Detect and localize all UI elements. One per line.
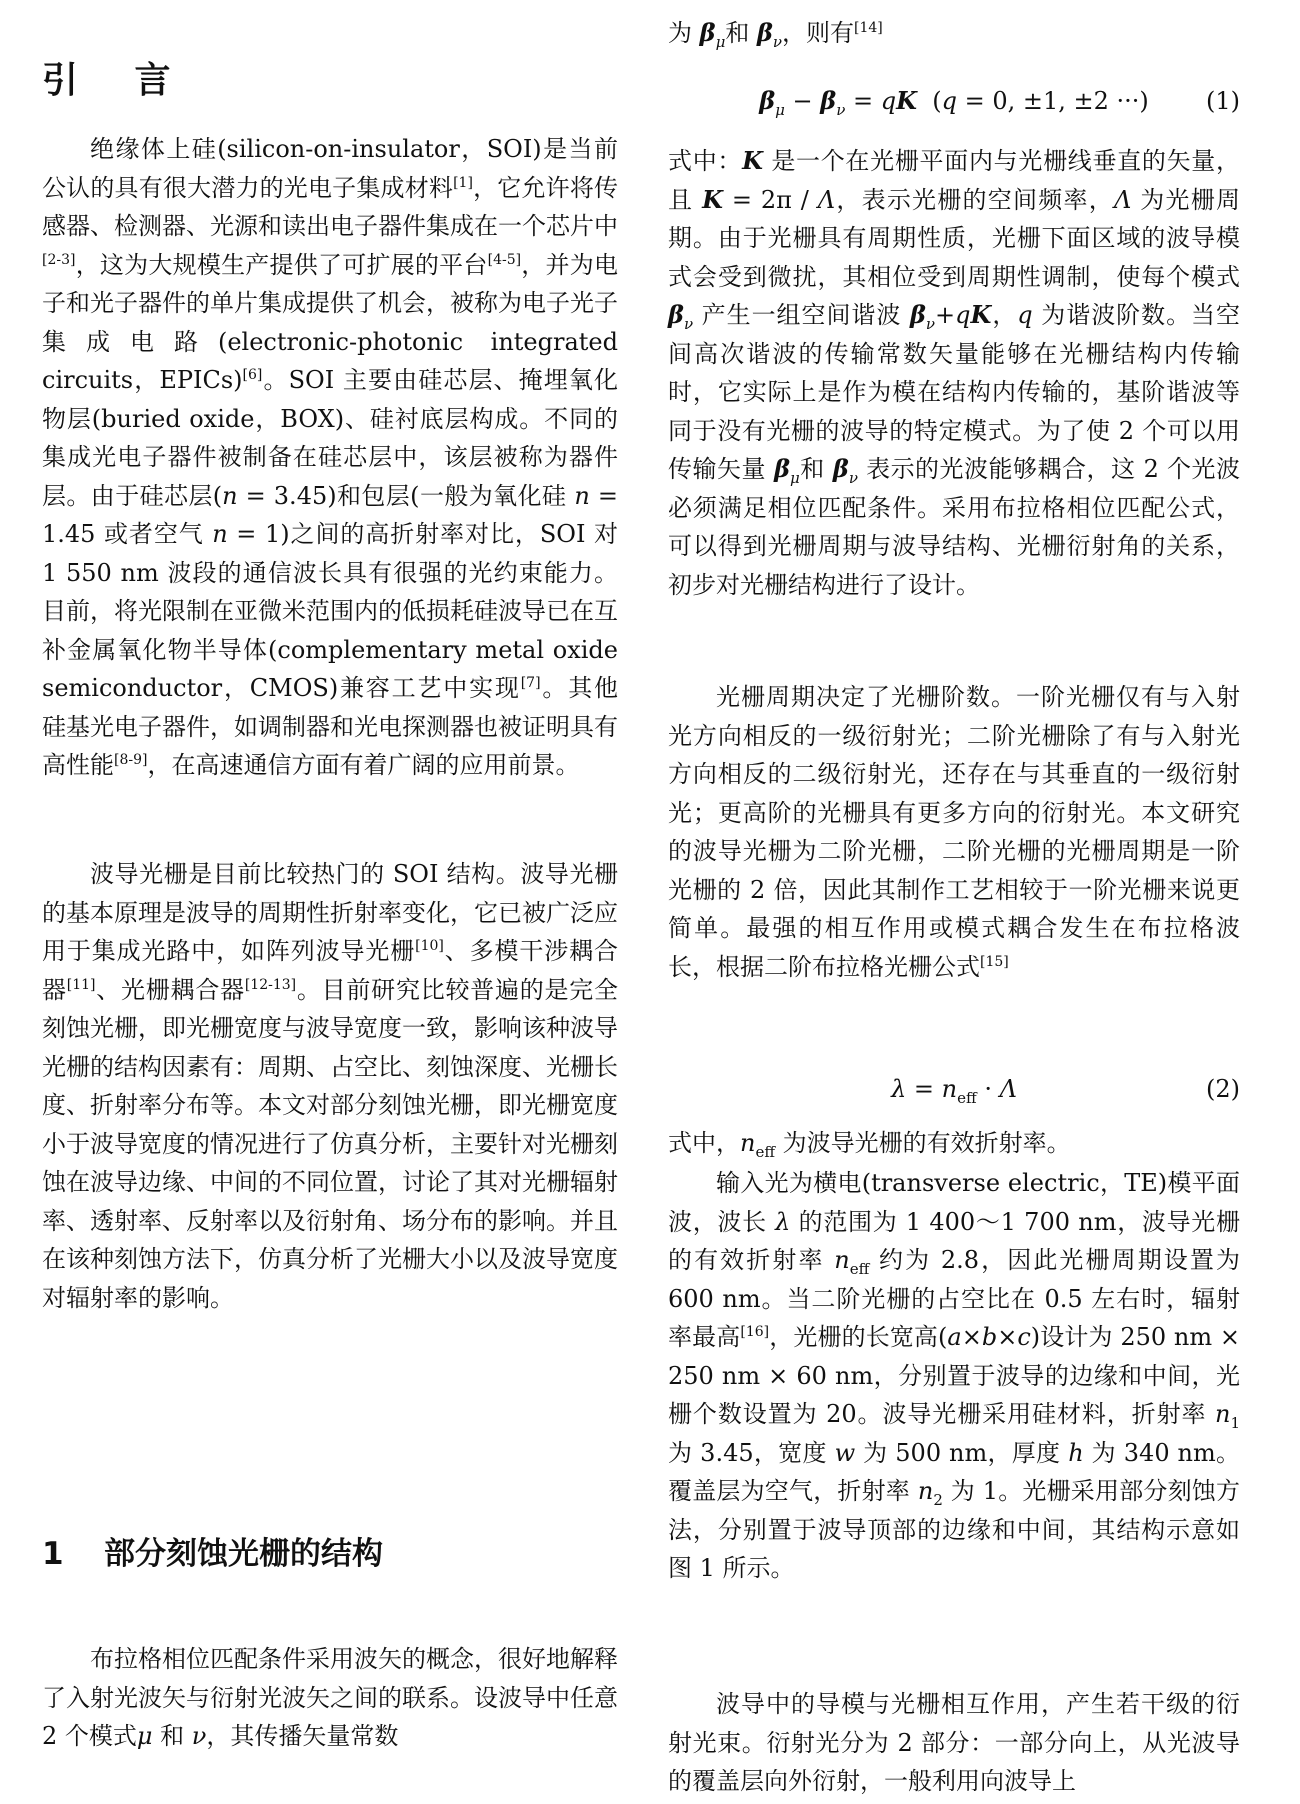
equation-2-body: $\lambda = n_{eff} \cdot \Lambda$ [891, 1075, 1017, 1107]
equation-1-number: (1) [1206, 87, 1240, 115]
right-paragraph-2: 光栅周期决定了光栅阶数。一阶光栅仅有与入射光方向相反的一级衍射光；二阶光栅除了有与入射光方向相反的二级衍射光，还存在与其垂直的一级衍射光；更高阶的光栅具有更多方向的衍射光。本文研究的波导光栅为二阶光栅，二阶光栅的光栅周期是一阶光栅的 2 倍，因此其制作工艺相较于一阶光栅来说更简单。最强的相互作用或模式耦合发生在布拉格波长，根据二阶布拉格光栅公式[15] [668, 683, 1240, 981]
continuation-line: 为 $\beta_\mu$和 $\beta_\nu$，则有[14] [668, 18, 883, 51]
section-number: 1 [42, 1536, 64, 1572]
equation-2 [668, 1070, 1240, 1110]
section1-paragraph-1: 布拉格相位匹配条件采用波矢的概念，很好地解释了入射光波矢与衍射光波矢之间的联系。设波导中任意 2 个模式μ 和 ν，其传播矢量常数 [42, 1645, 618, 1750]
section-1-heading [42, 1528, 383, 1573]
right-paragraph-4: 输入光为横电(transverse electric，TE)模平面波，波长 λ 的范围为 1 400～1 700 nm，波导光栅的有效折射率 $n_{eff}$ 约为 2.8，因此光栅周期设置为 600 nm。当二阶光栅的占空比在 0.5 左右时，辐射率最高[16]，光栅的长宽高(a×b×c)设计为 250 nm × 250 nm × 60 nm，分别置于波导的边缘和中间，光栅个数设置为 20。波导光栅采用硅材料，折射率 $n_1$ 为 3.45，宽度 w 为 500 nm，厚度 h 为 340 nm。覆盖层为空气，折射率 $n_2$ 为 1。光栅采用部分刻蚀方法，分别置于波导顶部的边缘和中间，其结构示意如图 1 所示。 [668, 1169, 1241, 1582]
introduction-heading: 引 言 [42, 60, 193, 101]
intro-paragraph-1: 绝缘体上硅(silicon-on-insulator，SOI)是当前公认的具有很大潜力的光电子集成材料[1]，它允许将传感器、检测器、光源和读出电子器件集成在一个芯片中[2-3]，这为大规模生产提供了可扩展的平台[4-5]，并为电子和光子器件的单片集成提供了机会，被称为电子光子集成电路(electronic-photonic integrated circuits，EPICs)[6]。SOI 主要由硅芯层、掩埋氧化物层(buried oxide，BOX)、硅衬底层构成。不同的集成光电子器件被制备在硅芯层中，该层被称为器件层。由于硅芯层(n = 3.45)和包层(一般为氧化硅 n = 1.45 或者空气 n = 1)之间的高折射率对比，SOI 对 1 550 nm 波段的通信波长具有很强的光约束能力。目前，将光限制在亚微米范围内的低损耗硅波导已在互补金属氧化物半导体(complementary metal oxide semiconductor，CMOS)兼容工艺中实现[7]。其他硅基光电子器件，如调制器和光电探测器也被证明具有高性能[8-9]，在高速通信方面有着广阔的应用前景。 [42, 135, 619, 779]
equation-1-body: $\beta_\mu - \beta_\nu$ = qK (q = 0, ±1, ±2 ···) [759, 86, 1149, 119]
intro-paragraph-2: 波导光栅是目前比较热门的 SOI 结构。波导光栅的基本原理是波导的周期性折射率变化，它已被广泛应用于集成光路中，如阵列波导光栅[10]、多模干涉耦合器[11]、光栅耦合器[12-13]。目前研究比较普遍的是完全刻蚀光栅，即光栅宽度与波导宽度一致，影响该种波导光栅的结构因素有：周期、占空比、刻蚀深度、光栅长度、折射率分布等。本文对部分刻蚀光栅，即光栅宽度小于波导宽度的情况进行了仿真分析，主要针对光栅刻蚀在波导边缘、中间的不同位置，讨论了其对光栅辐射率、透射率、反射率以及衍射角、场分布的影响。并且在该种刻蚀方法下，仿真分析了光栅大小以及波导宽度对辐射率的影响。 [42, 860, 619, 1312]
right-paragraph-3: 式中，$n_{eff}$ 为波导光栅的有效折射率。 [668, 1129, 1071, 1161]
right-paragraph-1: 式中：K 是一个在光栅平面内与光栅线垂直的矢量，且 K = 2π / Λ，表示光栅的空间频率，Λ 为光栅周期。由于光栅具有周期性质，光栅下面区域的波导模式会受到微扰，其相位受到周期性调制，使每个模式 $\beta_\nu$ 产生一组空间谐波 $\beta_\nu+qK$，q 为谐波阶数。当空间高次谐波的传输常数矢量能够在光栅结构内传输时，它实际上是作为模在结构内传输的，基阶谐波等同于没有光栅的波导的特定模式。为了使 2 个可以用传输矢量 $\beta_\mu$和 $\beta_\nu$ 表示的光波能够耦合，这 2 个光波必须满足相位匹配条件。采用布拉格相位匹配公式，可以得到光栅周期与波导结构、光栅衍射角的关系，初步对光栅结构进行了设计。 [668, 146, 1241, 599]
equation-1 [668, 82, 1240, 122]
section-title: 部分刻蚀光栅的结构 [104, 1536, 383, 1572]
right-paragraph-5: 波导中的导模与光栅相互作用，产生若干级的衍射光束。衍射光分为 2 部分：一部分向上，从光波导的覆盖层向外衍射，一般利用向波导上 [668, 1690, 1240, 1795]
equation-2-number: (2) [1206, 1075, 1240, 1103]
